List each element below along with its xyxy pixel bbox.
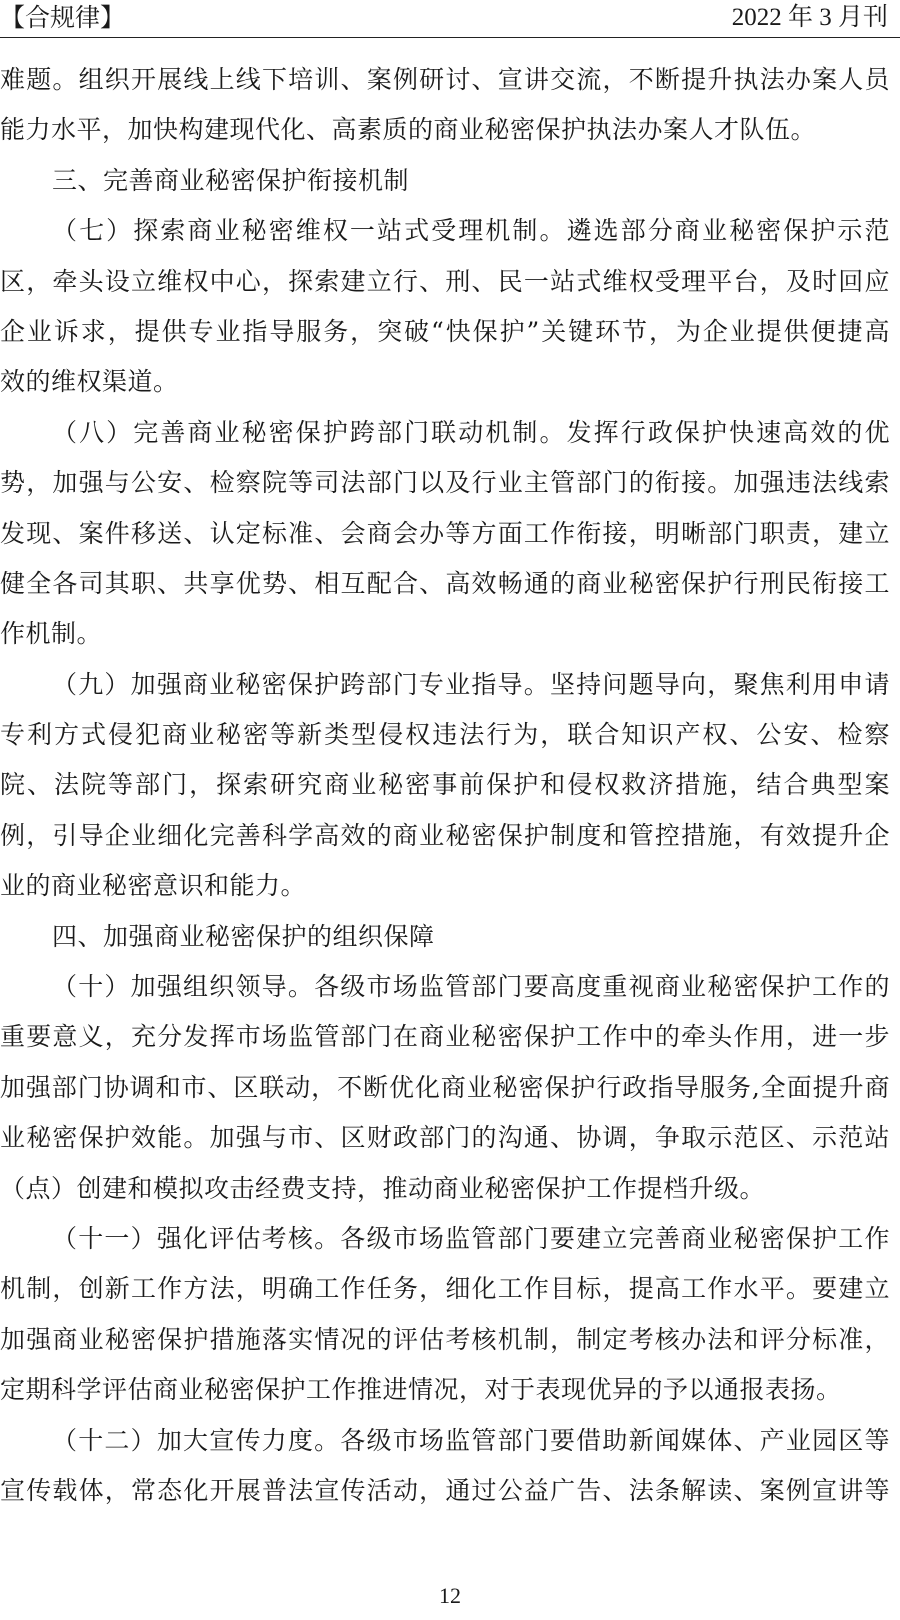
text-line: （八）完善商业秘密保护跨部门联动机制。发挥行政保护快速高效的优 <box>52 417 890 447</box>
text-line: 效的维权渠道。 <box>0 367 179 397</box>
page-header <box>0 0 900 34</box>
section-heading: 三、完善商业秘密保护衔接机制 <box>52 165 410 195</box>
text-line: 能力水平，加快构建现代化、高素质的商业秘密保护执法办案人才队伍。 <box>0 115 817 145</box>
text-line: 加强部门协调和市、区联动，不断优化商业秘密保护行政指导服务,全面提升商 <box>0 1072 890 1102</box>
text-line: 难题。组织开展线上线下培训、案例研讨、宣讲交流，不断提升执法办案人员 <box>0 65 890 94</box>
header-rule <box>0 37 900 38</box>
text-line: 机制，创新工作方法，明确工作任务，细化工作目标，提高工作水平。要建立 <box>0 1274 890 1304</box>
text-line: 作机制。 <box>0 619 103 649</box>
text-line: （七）探索商业秘密维权一站式受理机制。遴选部分商业秘密保护示范 <box>52 216 890 246</box>
text-line: 区，牵头设立维权中心，探索建立行、刑、民一站式维权受理平台，及时回应 <box>0 266 890 296</box>
header-issue-date: 2022 年 3 月刊 <box>731 4 888 31</box>
text-line: 加强商业秘密保护措施落实情况的评估考核机制，制定考核办法和评分标准， <box>0 1324 890 1354</box>
text-line: 企业诉求，提供专业指导服务，突破“快保护”关键环节，为企业提供便捷高 <box>0 316 890 346</box>
text-line: （十二）加大宣传力度。各级市场监管部门要借助新闻媒体、产业园区等 <box>52 1425 890 1455</box>
text-line: 定期科学评估商业秘密保护工作推进情况，对于表现优异的予以通报表扬。 <box>0 1375 842 1405</box>
text-line: （点）创建和模拟攻击经费支持，推动商业秘密保护工作提档升级。 <box>0 1173 766 1203</box>
text-line: （十）加强组织领导。各级市场监管部门要高度重视商业秘密保护工作的 <box>52 972 890 1002</box>
text-line: 业的商业秘密意识和能力。 <box>0 871 307 901</box>
text-line: （九）加强商业秘密保护跨部门专业指导。坚持问题导向，聚焦利用申请 <box>52 669 890 699</box>
text-line: 健全各司其职、共享优势、相互配合、高效畅通的商业秘密保护行刑民衔接工 <box>0 568 890 598</box>
text-line: 发现、案件移送、认定标准、会商会办等方面工作衔接，明晰部门职责，建立 <box>0 518 890 548</box>
page-number: 12 <box>439 1583 461 1608</box>
text-line: 重要意义，充分发挥市场监管部门在商业秘密保护工作中的牵头作用，进一步 <box>0 1022 890 1052</box>
text-line: 院、法院等部门，探索研究商业秘密事前保护和侵权救济措施，结合典型案 <box>0 770 890 800</box>
text-line: （十一）强化评估考核。各级市场监管部门要建立完善商业秘密保护工作 <box>52 1223 890 1253</box>
section-heading: 四、加强商业秘密保护的组织保障 <box>52 921 435 951</box>
text-line: 势，加强与公安、检察院等司法部门以及行业主管部门的衔接。加强违法线索 <box>0 468 890 498</box>
text-line: 宣传载体，常态化开展普法宣传活动，通过公益广告、法条解读、案例宣讲等 <box>0 1475 890 1505</box>
document-body <box>0 55 890 1516</box>
text-line: 业秘密保护效能。加强与市、区财政部门的沟通、协调，争取示范区、示范站 <box>0 1123 890 1153</box>
header-section-label: 【合规律】 <box>0 3 126 32</box>
text-line: 专利方式侵犯商业秘密等新类型侵权违法行为，联合知识产权、公安、检察 <box>0 720 890 750</box>
text-line: 例，引导企业细化完善科学高效的商业秘密保护制度和管控措施，有效提升企 <box>0 820 890 850</box>
